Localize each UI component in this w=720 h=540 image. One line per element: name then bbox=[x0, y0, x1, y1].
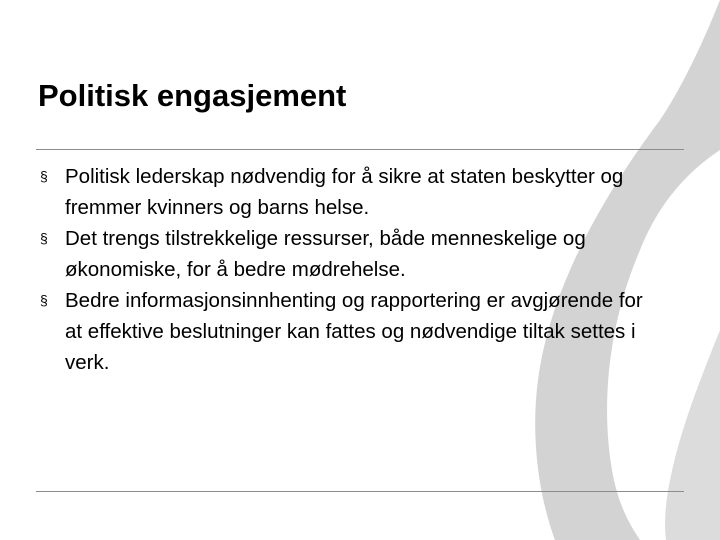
swoosh-shape-lower bbox=[665, 330, 720, 540]
footer-divider bbox=[36, 491, 684, 492]
bullet-icon: § bbox=[40, 168, 48, 184]
list-item bbox=[40, 285, 660, 378]
list-item bbox=[40, 223, 660, 285]
page-title: Politisk engasjement bbox=[38, 78, 347, 113]
bullet-icon: § bbox=[40, 230, 48, 246]
bullet-text: Politisk lederskap nødvendig for å sikre at staten beskytter og fremmer kvinners og barns helse. bbox=[65, 165, 624, 219]
list-item bbox=[40, 161, 660, 223]
bullet-icon: § bbox=[40, 292, 48, 308]
title-divider bbox=[36, 149, 684, 150]
bullet-list bbox=[40, 161, 660, 378]
bullet-text: Det trengs tilstrekkelige ressurser, både menneskelige og økonomiske, for å bedre mødrehelse. bbox=[65, 227, 586, 281]
bullet-text: Bedre informasjonsinnhenting og rapportering er avgjørende for at effektive beslutninger kan fattes og nødvendige tiltak settes i verk. bbox=[65, 289, 643, 374]
